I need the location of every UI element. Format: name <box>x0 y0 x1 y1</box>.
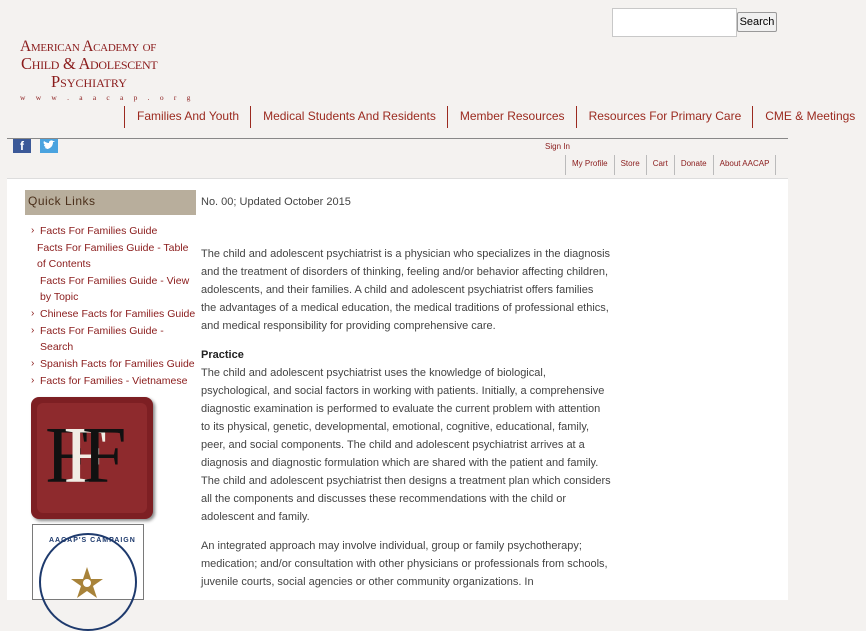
util-store[interactable]: Store <box>614 155 646 175</box>
nav-cme-meetings[interactable]: CME & Meetings <box>752 106 866 128</box>
campaign-text: AACAP'S CAMPAIGN <box>49 537 136 544</box>
article-integrated: An integrated approach may involve individual, group or family psychotherapy; medication; and/or consultation with other physicians or professionals from schools, juvenile courts, social agencies or other community organizations. In <box>201 540 608 588</box>
fff-letter-3: F <box>82 412 101 500</box>
fff-letter-1: F <box>45 412 64 500</box>
main-nav <box>124 106 866 128</box>
facebook-icon[interactable]: f <box>13 139 31 153</box>
nav-member-resources[interactable]: Member Resources <box>447 106 576 128</box>
nav-medical-students[interactable]: Medical Students And Residents <box>250 106 447 128</box>
quick-link-spanish[interactable]: › Spanish Facts for Families Guide <box>28 356 198 372</box>
article-body <box>201 193 611 602</box>
site-header <box>0 0 856 138</box>
quick-link-ffg[interactable]: › Facts For Families Guide <box>28 223 198 239</box>
fff-letter-2: F <box>63 412 82 500</box>
twitter-icon[interactable] <box>40 139 58 153</box>
logo-line-2: Child & Adolescent <box>21 54 158 73</box>
quick-links-heading: Quick Links <box>25 190 196 215</box>
article-updated: No. 00; Updated October 2015 <box>201 196 351 208</box>
util-about-aacap[interactable]: About AACAP <box>713 155 777 175</box>
nav-primary-care[interactable]: Resources For Primary Care <box>576 106 753 128</box>
utility-nav <box>565 155 776 175</box>
search-button[interactable]: Search <box>737 12 777 32</box>
practice-heading: Practice <box>201 349 244 361</box>
header-divider <box>7 138 788 139</box>
quick-link-ffg-topic[interactable]: Facts For Families Guide - View by Topic <box>40 275 190 303</box>
logo-line-1: American Academy of <box>20 38 157 55</box>
campaign-star-icon <box>69 565 105 601</box>
aacap-campaign-badge[interactable] <box>32 524 144 600</box>
quick-link-vietnamese[interactable]: › Facts for Families - Vietnamese <box>28 373 198 389</box>
logo-line-3: Psychiatry <box>51 72 127 91</box>
aacap-logo[interactable] <box>19 38 195 102</box>
nav-families-and-youth[interactable]: Families And Youth <box>124 106 250 128</box>
fff-logo-letters <box>45 411 101 501</box>
util-cart[interactable]: Cart <box>646 155 674 175</box>
util-my-profile[interactable]: My Profile <box>565 155 614 175</box>
quick-link-chinese[interactable]: › Chinese Facts for Families Guide <box>28 306 198 322</box>
search-input[interactable] <box>612 8 737 37</box>
sign-in-link[interactable]: Sign In <box>545 142 570 151</box>
util-donate[interactable]: Donate <box>674 155 713 175</box>
article-practice: The child and adolescent psychiatrist uses the knowledge of biological, psychological, and social factors in working with patients. Initially, a comprehensive diagnostic examination is performed to evaluate the current problem with attention to its physical, genetic, developmental, emotional, cognitive, educational, family, peer, and social components. The child and adolescent psychiatrist arrives at a diagnosis and diagnostic formulation which are shared with the patient and family. The child and adolescent psychiatrist then designs a treatment plan which considers all the components and discusses these recommendations with the child or adolescent and family. <box>201 367 611 523</box>
quick-links-list <box>28 223 198 390</box>
article-intro: The child and adolescent psychiatrist is a physician who specializes in the diagnosis and the treatment of disorders of thinking, feeling and/or behavior affecting children, adolescents, and their families. A child and adolescent psychiatrist offers families the advantages of a medical education, the medical traditions of professional ethics, and medical responsibility for providing comprehensive care. <box>201 248 611 332</box>
logo-url: w w w . a a c a p . o r g <box>20 93 195 102</box>
facts-for-families-logo[interactable] <box>31 397 153 519</box>
quick-link-search[interactable]: › Facts For Families Guide - Search <box>28 323 198 355</box>
quick-link-ffg-toc[interactable]: Facts For Families Guide - Table of Contents <box>37 242 189 270</box>
